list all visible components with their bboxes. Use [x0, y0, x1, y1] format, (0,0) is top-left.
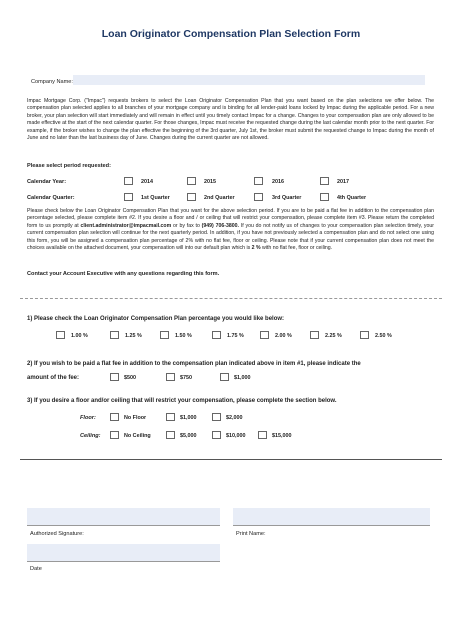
section-divider	[20, 298, 442, 299]
year-2017-checkbox[interactable]	[320, 177, 329, 185]
plan-option-label: 1.25 %	[125, 333, 142, 339]
contact-email-link[interactable]: client.administrator@impacmail.com	[80, 222, 172, 229]
fee-750-checkbox[interactable]	[166, 373, 175, 381]
plan-250-checkbox[interactable]	[360, 331, 369, 339]
authorized-signature-label: Authorized Signature:	[30, 531, 84, 537]
plan-100-checkbox[interactable]	[56, 331, 65, 339]
plan-150-checkbox[interactable]	[160, 331, 169, 339]
year-option-label: 2014	[141, 179, 153, 185]
plan-option-label: 2.25 %	[325, 333, 342, 339]
date-label: Date	[30, 566, 42, 572]
fax-number: (949) 706-3800.	[201, 222, 239, 229]
quarter-2-checkbox[interactable]	[187, 193, 196, 201]
floor-2000-checkbox[interactable]	[212, 413, 221, 421]
section3-heading: 3) If you desire a floor and/or ceiling that will restrict your compensation, please complete the section below.	[27, 398, 337, 404]
calendar-quarter-label: Calendar Quarter:	[27, 195, 75, 201]
print-name-field[interactable]	[233, 508, 430, 525]
plan-option-label: 2.00 %	[275, 333, 292, 339]
floor-option-label: $2,000	[226, 415, 243, 421]
plan-option-label: 1.50 %	[175, 333, 192, 339]
year-2015-checkbox[interactable]	[187, 177, 196, 185]
plan-225-checkbox[interactable]	[310, 331, 319, 339]
no-ceiling-checkbox[interactable]	[110, 431, 119, 439]
instructions-text: If you do not notify us of changes to your compensation plan selection timely, your current compensation plan selection will continue for the next quarterly period. In addition, if you have not previously selected a compensation plan and do not select one using this form, you will be assigned a compensation plan percentage of 2% with no flat fee, floor or ceiling. Please note that if your current compensation plan does not meet the choices available on the attached document, your compensation will into our default plan which is	[27, 222, 435, 252]
floor-option-label: No Floor	[124, 415, 147, 421]
year-2016-checkbox[interactable]	[254, 177, 263, 185]
ceiling-option-label: No Ceiling	[124, 433, 151, 439]
instructions-paragraph	[27, 208, 434, 252]
signature-divider	[20, 459, 442, 460]
ceiling-option-label: $5,000	[180, 433, 197, 439]
default-plan-value: 2 %	[251, 245, 261, 252]
quarter-3-checkbox[interactable]	[254, 193, 263, 201]
ceiling-option-label: $15,000	[272, 433, 292, 439]
no-floor-checkbox[interactable]	[110, 413, 119, 421]
section2-heading-cont: amount of the fee:	[27, 375, 79, 381]
fee-1000-checkbox[interactable]	[220, 373, 229, 381]
fee-500-checkbox[interactable]	[110, 373, 119, 381]
year-2014-checkbox[interactable]	[124, 177, 133, 185]
instructions-text: Please check below the Loan Originator Compensation Plan that you want for the above selection period. If you are to be paid a flat fee in addition to the compensation plan percentage selected, please complete item #2. If you desire a floor and / or ceiling that will restrict your compensation, please complete item #3. Please return the completed form to us promptly at	[27, 208, 434, 229]
quarter-option-label: 2nd Quarter	[204, 195, 235, 201]
ceiling-option-label: $10,000	[226, 433, 246, 439]
quarter-option-label: 1st Quarter	[141, 195, 170, 201]
company-name-field[interactable]	[73, 75, 425, 85]
ceiling-10000-checkbox[interactable]	[212, 431, 221, 439]
quarter-option-label: 4th Quarter	[337, 195, 367, 201]
signature-line	[27, 525, 220, 526]
year-option-label: 2017	[337, 179, 349, 185]
quarter-option-label: 3rd Quarter	[272, 195, 302, 201]
date-line	[27, 561, 220, 562]
quarter-4-checkbox[interactable]	[320, 193, 329, 201]
instructions-text: or by fax to	[171, 222, 202, 229]
plan-option-label: 1.00 %	[71, 333, 88, 339]
print-name-line	[233, 525, 430, 526]
date-field[interactable]	[27, 544, 220, 561]
year-option-label: 2015	[204, 179, 216, 185]
print-name-label: Print Name:	[236, 531, 266, 537]
authorized-signature-field[interactable]	[27, 508, 220, 525]
contact-note: Contact your Account Executive with any questions regarding this form.	[27, 271, 220, 277]
form-title: Loan Originator Compensation Plan Selection Form	[101, 28, 361, 40]
ceiling-5000-checkbox[interactable]	[166, 431, 175, 439]
ceiling-15000-checkbox[interactable]	[258, 431, 267, 439]
period-heading: Please select period requested:	[27, 163, 111, 169]
calendar-year-label: Calendar Year:	[27, 179, 67, 185]
quarter-1-checkbox[interactable]	[124, 193, 133, 201]
instructions-text: with no flat fee, floor or ceiling.	[260, 245, 333, 252]
intro-paragraph: Impac Mortgage Corp. ("Impac") requests brokers to select the Loan Originator Compensation Plan that you want based on the plan selections we offer below. The compensation plan selected applies to all branches of your mortgage company and is binding for all lender-paid loans locked by Impac during the applicable period. For a new broker, your plan selection will start immediately and will remain in effect until you timely contact Impac for a change. Changes to your compensation plan are only allowed to be made effective at the start of the next calendar quarter. For those changes, Impac must receive the requested change during the last calendar month prior to the next quarter. For example, if the broker wishes to change the plan effective the beginning of the 3rd quarter, July 1st, the broker must submit the requested change to Impac during the month of June and no later than the last business day of June. Changes during the current quarter are not allowed.	[27, 98, 434, 142]
company-name-label: Company Name:	[31, 79, 73, 85]
floor-label: Floor:	[80, 415, 96, 421]
plan-200-checkbox[interactable]	[260, 331, 269, 339]
fee-option-label: $1,000	[234, 375, 251, 381]
year-option-label: 2016	[272, 179, 284, 185]
ceiling-label: Ceiling:	[80, 433, 101, 439]
fee-option-label: $500	[124, 375, 136, 381]
plan-125-checkbox[interactable]	[110, 331, 119, 339]
floor-1000-checkbox[interactable]	[166, 413, 175, 421]
plan-175-checkbox[interactable]	[212, 331, 221, 339]
fee-option-label: $750	[180, 375, 192, 381]
floor-option-label: $1,000	[180, 415, 197, 421]
section1-heading: 1) Please check the Loan Originator Compensation Plan percentage you would like below:	[27, 316, 285, 322]
plan-option-label: 1.75 %	[227, 333, 244, 339]
plan-option-label: 2.50 %	[375, 333, 392, 339]
section2-heading: 2) If you wish to be paid a flat fee in addition to the compensation plan indicated above in item #1, please indicate the	[27, 361, 361, 367]
